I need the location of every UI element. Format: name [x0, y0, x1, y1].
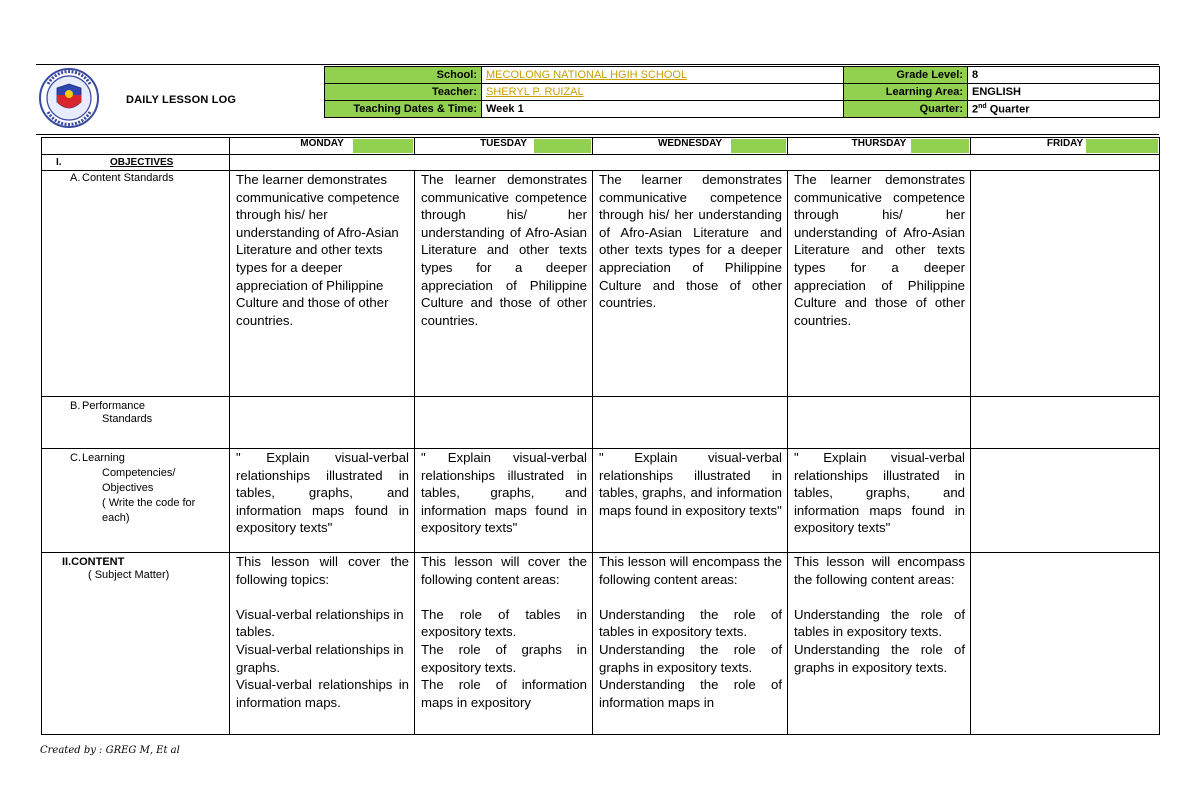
teacher-label: Teacher: — [325, 84, 482, 101]
content-monday-item-3: Visual-verbal relationships in information maps. — [236, 677, 409, 710]
objectives-heading-blank — [230, 155, 1160, 171]
content-tuesday-item-3: The role of information maps in expository — [421, 677, 587, 710]
content-standards-wednesday: The learner demonstrates communicative competence through his/ her understanding of Afro-Asian Literature and other texts types for a deeper appreciation of Philippine Culture and those of other countries. — [593, 171, 788, 397]
performance-standards-thursday — [788, 397, 971, 449]
content-monday-item-2: Visual-verbal relationships in graphs. — [236, 641, 404, 675]
content-monday-item-1: Visual-verbal relationships in tables. — [236, 606, 404, 640]
school-label: School: — [325, 67, 482, 84]
quarter-word: Quarter — [986, 103, 1030, 116]
content-monday — [230, 553, 415, 735]
content-standards-tuesday: The learner demonstrates communicative competence through his/ her understanding of Afro-Asian Literature and other texts types for a deeper appreciation of Philippine Culture and those of other countries. — [415, 171, 593, 397]
learning-competencies-label: C.Learning Competencies/ Objectives ( Write the code for each) — [42, 449, 230, 553]
quarter-value — [968, 101, 1160, 118]
competencies-monday: " Explain visual-verbal relationships illustrated in tables, graphs, and information maps found in expository texts" — [230, 449, 415, 553]
competencies-wednesday: " Explain visual-verbal relationships illustrated in tables, graphs, and information maps found in expository texts" — [593, 449, 788, 553]
content-standards-label: A. Content Standards — [42, 171, 230, 397]
corner-cell — [42, 138, 230, 155]
content-thursday-item-2: Understanding the role of graphs in expository texts. — [794, 641, 965, 675]
quarter-suffix: nd — [978, 102, 987, 110]
quarter-label: Quarter: — [844, 101, 968, 118]
performance-standards-monday — [230, 397, 415, 449]
content-tuesday-intro: This lesson will cover the following content areas: — [421, 554, 587, 587]
header-info-table — [324, 66, 1160, 118]
learning-area-value: ENGLISH — [968, 84, 1160, 101]
grade-level-value: 8 — [968, 67, 1160, 84]
teaching-dates-label: Teaching Dates & Time: — [325, 101, 482, 118]
teacher-row — [325, 84, 1160, 101]
quarter-number: 2 — [972, 103, 979, 116]
lesson-log-table — [41, 137, 1160, 735]
content-tuesday-item-1: The role of tables in expository texts. — [421, 606, 587, 640]
teaching-dates-value: Week 1 — [482, 101, 844, 118]
objectives-heading: I. OBJECTIVES — [42, 155, 230, 171]
performance-standards-friday — [971, 397, 1160, 449]
day-friday: FRIDAY — [971, 138, 1160, 155]
footer-credit: Created by : GREG M, Et al — [40, 745, 180, 756]
content-thursday — [788, 553, 971, 735]
content-standards-row — [42, 171, 1160, 397]
competencies-friday — [971, 449, 1160, 553]
performance-standards-tuesday — [415, 397, 593, 449]
content-tuesday-item-2: The role of graphs in expository texts. — [421, 641, 587, 675]
school-row — [325, 67, 1160, 84]
teacher-value[interactable]: SHERYL P. RUIZAL — [482, 84, 844, 101]
school-value[interactable]: MECOLONG NATIONAL HGIH SCHOOL — [482, 67, 844, 84]
content-row — [42, 553, 1160, 735]
content-wednesday-item-1: Understanding the role of tables in expository texts. — [599, 606, 782, 640]
performance-standards-wednesday — [593, 397, 788, 449]
content-wednesday-intro: This lesson will encompass the following content areas: — [599, 554, 782, 587]
content-wednesday-item-3: Understanding the role of information maps in — [599, 677, 782, 710]
content-standards-friday — [971, 171, 1160, 397]
document-title: DAILY LESSON LOG — [126, 94, 237, 106]
day-monday: MONDAY — [230, 138, 415, 155]
competencies-thursday: " Explain visual-verbal relationships illustrated in tables, graphs, and information maps found in expository texts" — [788, 449, 971, 553]
learning-competencies-row — [42, 449, 1160, 553]
objectives-heading-row — [42, 155, 1160, 171]
content-standards-thursday: The learner demonstrates communicative competence through his/ her understanding of Afro-Asian Literature and other texts types for a deeper appreciation of Philippine Culture and those of other countries. — [788, 171, 971, 397]
day-thursday: THURSDAY — [788, 138, 971, 155]
content-friday — [971, 553, 1160, 735]
content-thursday-item-1: Understanding the role of tables in expository texts. — [794, 606, 965, 640]
learning-area-label: Learning Area: — [844, 84, 968, 101]
performance-standards-label: B. Performance Standards — [42, 397, 230, 449]
day-tuesday: TUESDAY — [415, 138, 593, 155]
grade-level-label: Grade Level: — [844, 67, 968, 84]
competencies-tuesday: " Explain visual-verbal relationships illustrated in tables, graphs, and information maps found in expository texts" — [415, 449, 593, 553]
content-label: II.CONTENT ( Subject Matter) — [42, 553, 230, 735]
day-header-row — [42, 138, 1160, 155]
day-wednesday: WEDNESDAY — [593, 138, 788, 155]
content-tuesday — [415, 553, 593, 735]
school-seal-logo — [38, 64, 100, 132]
content-wednesday-item-2: Understanding the role of graphs in expository texts. — [599, 641, 782, 675]
content-thursday-intro: This lesson will encompass the following content areas: — [794, 554, 965, 587]
dates-row — [325, 101, 1160, 118]
content-wednesday — [593, 553, 788, 735]
content-monday-intro: This lesson will cover the following topics: — [236, 554, 409, 587]
performance-standards-row — [42, 397, 1160, 449]
content-standards-monday: The learner demonstrates communicative competence through his/ her understanding of Afro-Asian Literature and other texts types for a deeper appreciation of Philippine Culture and those of other countries. — [230, 171, 415, 397]
